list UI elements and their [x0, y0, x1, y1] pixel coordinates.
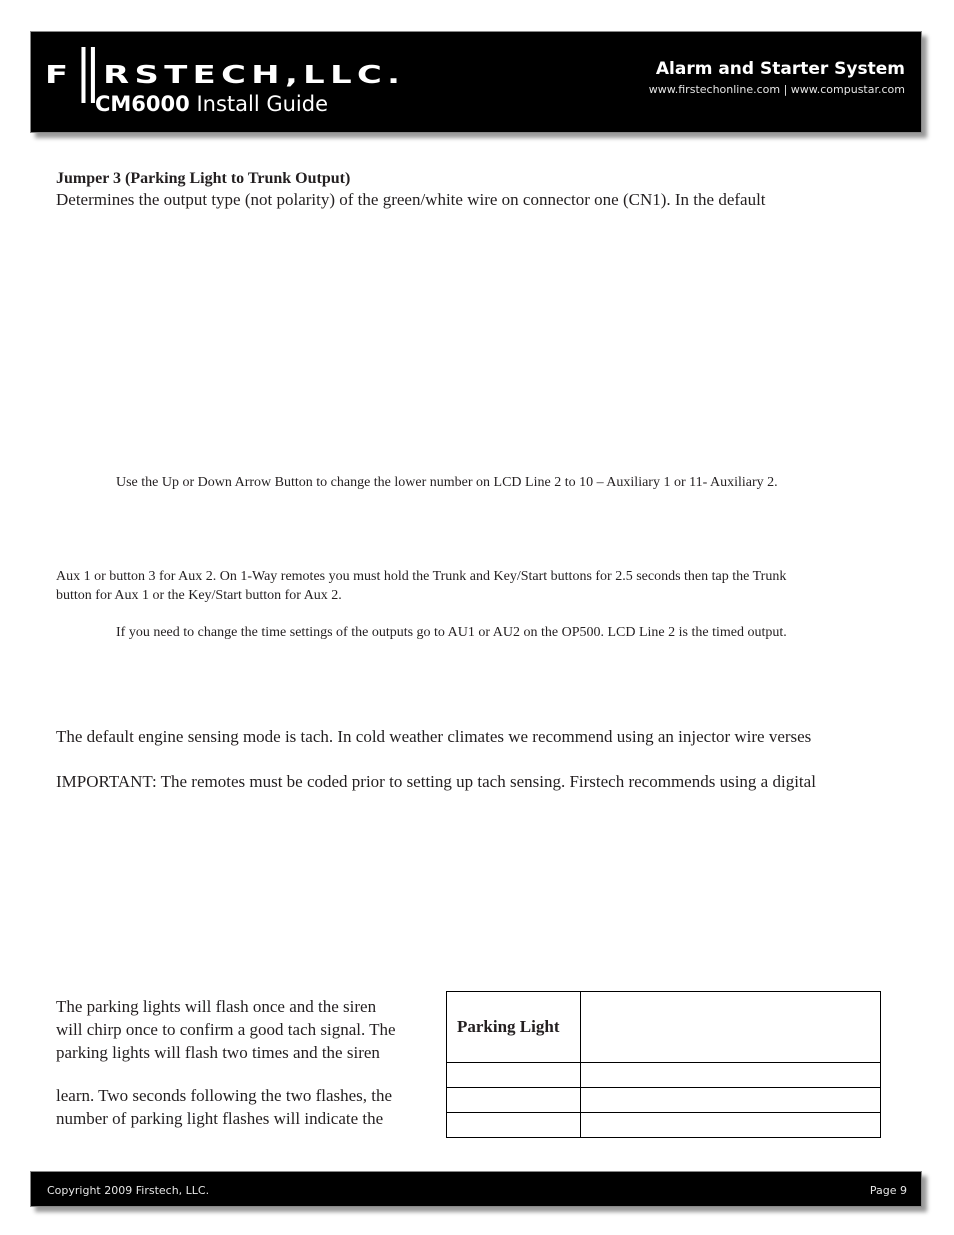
table-row: [447, 1062, 880, 1063]
guide-title: [95, 92, 328, 116]
arrow-note: Use the Up or Down Arrow Button to change the lower number on LCD Line 2 to 10 – Auxiliary 1 or 11- Auxiliary 2.: [116, 475, 778, 490]
table-row: [447, 1087, 880, 1088]
table-header-parking-light: Parking Light: [457, 1017, 560, 1036]
learn-line-2: number of parking light flashes will indicate the: [56, 1109, 384, 1128]
logo-text-rest: RSTECH,LLC.: [103, 60, 406, 89]
learn-line-1: learn. Two seconds following the two flashes, the: [56, 1086, 393, 1105]
table-column-divider: [580, 992, 581, 1137]
header-title: Alarm and Starter System: [655, 59, 905, 79]
important-text: IMPORTANT: The remotes must be coded prior to setting up tach sensing. Firstech recommends using a digital: [56, 772, 816, 791]
jumper-text: Determines the output type (not polarity) of the green/white wire on connector one (CN1). In the default: [56, 190, 766, 209]
aux-line-1: Aux 1 or button 3 for Aux 2. On 1-Way remotes you must hold the Trunk and Key/Start buttons for 2.5 seconds then tap the Trunk: [56, 569, 787, 584]
logo-bars-icon: [73, 63, 103, 83]
parking-line-3: parking lights will flash two times and the siren: [56, 1043, 380, 1062]
footer-copyright: Copyright 2009 Firstech, LLC.: [47, 1184, 210, 1197]
model-name: CM6000: [95, 92, 190, 116]
logo-text-f: F: [45, 60, 74, 89]
engine-sensing-text: The default engine sensing mode is tach. In cold weather climates we recommend using an injector wire verses: [56, 727, 812, 746]
flash-table: [446, 991, 881, 1138]
guide-label: Install Guide: [196, 92, 329, 116]
parking-line-1: The parking lights will flash once and the siren: [56, 997, 377, 1016]
parking-line-2: will chirp once to confirm a good tach signal. The: [56, 1020, 396, 1039]
header-urls: www.firstechonline.com | www.compustar.com: [648, 83, 905, 96]
table-row: [447, 1112, 880, 1113]
aux-line-2: button for Aux 1 or the Key/Start button for Aux 2.: [56, 588, 342, 603]
page-header: [30, 31, 922, 133]
firstech-logo: [45, 60, 405, 89]
timed-note: If you need to change the time settings of the outputs go to AU1 or AU2 on the OP500. LCD Line 2 is the timed output.: [116, 625, 787, 640]
page-footer: [30, 1171, 922, 1207]
footer-page-number: Page 9: [869, 1184, 907, 1197]
jumper-heading: Jumper 3 (Parking Light to Trunk Output): [56, 170, 351, 187]
